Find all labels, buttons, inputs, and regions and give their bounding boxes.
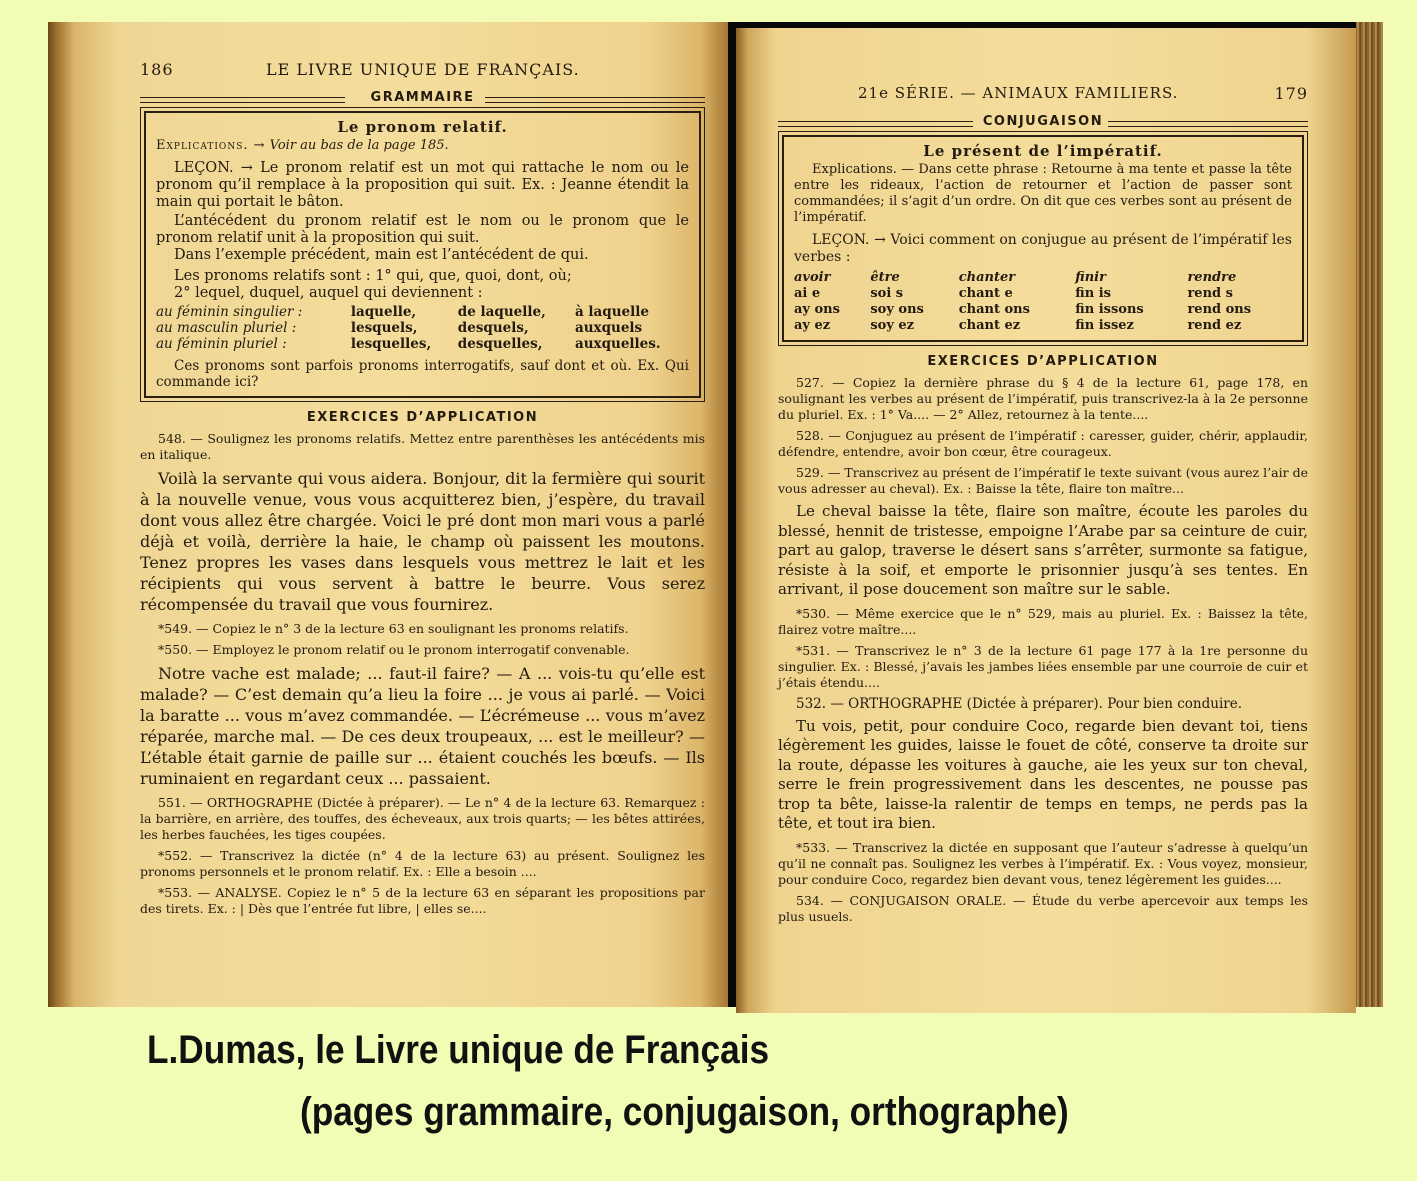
pronoun-row: au féminin singulier : laquelle, de laquelle, à laquelle bbox=[156, 304, 649, 320]
right-page bbox=[736, 28, 1356, 1013]
right-running-head bbox=[778, 84, 1308, 108]
text-550: Notre vache est malade; ... faut-il faire? — A ... vois-tu qu’elle est malade? — C’est demain qu’a lieu la foire ... je vous ai parlé. — Voici la baratte ... vous m’avez commandée. — L’écrémeuse ... vous m’avez réparée, marche mal. — De ces deux troupeaux, ... est le meilleur? — L’étable était garnie de paille sur ... étaient couchés les bœufs. — Ils ruminaient en regardant ceux ... passaient. bbox=[140, 664, 705, 788]
verb-header-row: avoir être chanter finir rendre bbox=[794, 270, 1237, 285]
left-page-number: 186 bbox=[140, 60, 174, 79]
lesson-title: Le pronom relatif. bbox=[337, 118, 508, 136]
conj-explications: Explications. — Dans cette phrase : Retourne à ma tente et passe la tête entre les rideaux, l’action de retourner et l’action de passer sont commandées; il s’agit d’un ordre. On dit que ces verbes sont au présent de l’impératif. bbox=[794, 162, 1292, 225]
lecon-p5: 2° lequel, duquel, auquel qui deviennent : bbox=[174, 285, 483, 301]
lecon-p6: Ces pronoms sont parfois pronoms interrogatifs, sauf dont et où. Ex. Qui commande ici? bbox=[156, 358, 689, 390]
book-page-edges bbox=[1356, 22, 1383, 1007]
right-exercises-heading: EXERCICES D’APPLICATION bbox=[927, 354, 1159, 369]
exercise-553: *553. — ANALYSE. Copiez le n° 5 de la lecture 63 en séparant les propositions par des tirets. Ex. : | Dès que l’entrée fut libre, | elles se.... bbox=[140, 885, 705, 916]
left-exercises-heading: EXERCICES D’APPLICATION bbox=[306, 410, 539, 425]
right-page-number: 179 bbox=[1274, 84, 1308, 103]
right-section-label: CONJUGAISON bbox=[778, 114, 1308, 129]
exercise-532: 532. — ORTHOGRAPHE (Dictée à préparer). Pour bien conduire. bbox=[796, 695, 1243, 712]
exercise-548: 548. — Soulignez les pronoms relatifs. Mettez entre parenthèses les antécédents mis en italique. bbox=[140, 431, 705, 462]
book-photo bbox=[48, 22, 1383, 1007]
exercise-552: *552. — Transcrivez la dictée (n° 4 de la lecture 63) au présent. Soulignez les pronoms personnels et le pronom relatif. Ex. : Elle a besoin .... bbox=[140, 848, 705, 879]
conj-lecon: LEÇON. → Voici comment on conjugue au présent de l’impératif les verbes : bbox=[794, 232, 1292, 265]
text-529: Le cheval baisse la tête, flaire son maître, écoute les paroles du blessé, hennit de tristesse, empoigne l’Arabe par sa ceinture de cuir, part au galop, traverse le désert sans s’arrêter, surmonte sa fatigue, résiste à la soif, et emporte le prisonnier jusqu’à ses tentes. En arrivant, il pose doucement son maître sur le sable. bbox=[778, 502, 1308, 598]
exercise-527: 527. — Copiez la dernière phrase du § 4 de la lecture 61, page 178, en soulignant les verbes au présent de l’impératif, puis transcrivez-la à la 2e personne du pluriel. Ex. : 1° Va.... — 2° Allez, retournez à la tente.... bbox=[778, 375, 1308, 422]
left-page bbox=[48, 22, 728, 1007]
left-section-label: GRAMMAIRE bbox=[140, 90, 705, 105]
conjugation-title: Le présent de l’impératif. bbox=[923, 142, 1163, 160]
conj-row: ay ons soy ons chant ons fin issons rend ons bbox=[794, 302, 1252, 317]
lecon-p4: Les pronoms relatifs sont : 1° qui, que, quoi, dont, où; bbox=[174, 268, 572, 284]
lecon-p2: L’antécédent du pronom relatif est le nom ou le pronom que le pronom relatif unit à la proposition qui suit. bbox=[156, 213, 689, 246]
pronoun-table bbox=[156, 304, 689, 352]
text-548: Voilà la servante qui vous aidera. Bonjour, dit la fermière qui sourit à la nouvelle venue, vous vous acquitterez bien, j’espère, du travail dont vous allez être chargée. Voici le pré dont mon mari vous a parlé déjà et voilà, derrière la haie, le champ où paissent les moutons. Tenez propres les vases dans lesquels vous mettrez le lait et les récipients qui vous servent à battre le beurre. Vous serez récompensée du travail que vous fournirez. bbox=[140, 469, 705, 614]
exercise-534: 534. — CONJUGAISON ORALE. — Étude du verbe apercevoir aux temps les plus usuels. bbox=[778, 892, 1308, 924]
exercise-528: 528. — Conjuguez au présent de l’impératif : caresser, guider, chérir, applaudir, défendre, entendre, avoir bon cœur, être courageux. bbox=[778, 428, 1308, 459]
explications: Explications. → Voir au bas de la page 185. bbox=[156, 138, 449, 153]
exercise-530: *530. — Même exercice que le n° 529, mais au pluriel. Ex. : Baissez la tête, flairez votre maître.... bbox=[778, 605, 1308, 637]
conj-row: ai e soi s chant e fin is rend s bbox=[794, 286, 1233, 301]
conj-row: ay ez soy ez chant ez fin issez rend ez bbox=[794, 318, 1242, 333]
conjugation-table bbox=[794, 270, 1292, 334]
exercise-551: 551. — ORTHOGRAPHE (Dictée à préparer). — Le n° 4 de la lecture 63. Remarquez : la barrière, en arrière, des touffes, des écheveaux, aux trois quarts; — les bêtes attirées, les herbes fauchées, les tiges coupées. bbox=[140, 795, 705, 842]
exercise-533: *533. — Transcrivez la dictée en supposant que l’auteur s’adresse à quelqu’un qu’il ne connaît pas. Soulignez les verbes à l’impératif. Ex. : Vous voyez, monsieur, pour conduire Coco, regardez bien devant vous, tenez légèrement les guides.... bbox=[778, 839, 1308, 887]
exercise-549: *549. — Copiez le n° 3 de la lecture 63 en soulignant les pronoms relatifs. bbox=[158, 621, 629, 636]
exercise-529: 529. — Transcrivez au présent de l’impératif le texte suivant (vous aurez l’air de vous adresser au cheval). Ex. : Baisse la tête, flaire ton maître... bbox=[778, 465, 1308, 496]
pronoun-row: au féminin pluriel : lesquelles, desquelles, auxquelles. bbox=[156, 336, 661, 352]
text-532: Tu vois, petit, pour conduire Coco, regarde bien devant toi, tiens légèrement les guides, laisse le fouet de côté, conserve ta droite sur la route, dépasse les voitures à gauche, aie les yeux sur ton cheval, serre le frein progressivement dans les descentes, ne pousse pas trop ta bête, laisse-la ralentir de temps en temps, ne perds pas la tête, et tout ira bien. bbox=[778, 716, 1308, 832]
left-running-head bbox=[140, 60, 705, 84]
pronoun-row: au masculin pluriel : lesquels, desquels, auxquels bbox=[156, 320, 643, 336]
left-running-title: LE LIVRE UNIQUE DE FRANÇAIS. bbox=[266, 60, 580, 79]
exercise-531: *531. — Transcrivez le n° 3 de la lecture 61 page 177 à la 1re personne du singulier. Ex. : Blessé, j’avais les jambes liées ensemble par une courroie de cuir et j’étais étendu.... bbox=[778, 642, 1308, 690]
lecon-p3: Dans l’exemple précédent, main est l’antécédent de qui. bbox=[174, 247, 589, 263]
caption-line-1: L.Dumas, le Livre unique de Français bbox=[147, 1028, 770, 1072]
right-running-title: 21e SÉRIE. — ANIMAUX FAMILIERS. bbox=[858, 84, 1179, 102]
lesson-box bbox=[144, 111, 701, 398]
exercise-550: *550. — Employez le pronom relatif ou le pronom interrogatif convenable. bbox=[158, 642, 630, 657]
lecon-p1: LEÇON. → Le pronom relatif est un mot qui rattache le nom ou le pronom qu’il remplace à la proposition qui suit. Ex. : Jeanne étendit la main qui portait le bâton. bbox=[156, 160, 690, 210]
conjugation-box bbox=[782, 135, 1304, 342]
caption-line-2: (pages grammaire, conjugaison, orthographe) bbox=[300, 1090, 1069, 1134]
